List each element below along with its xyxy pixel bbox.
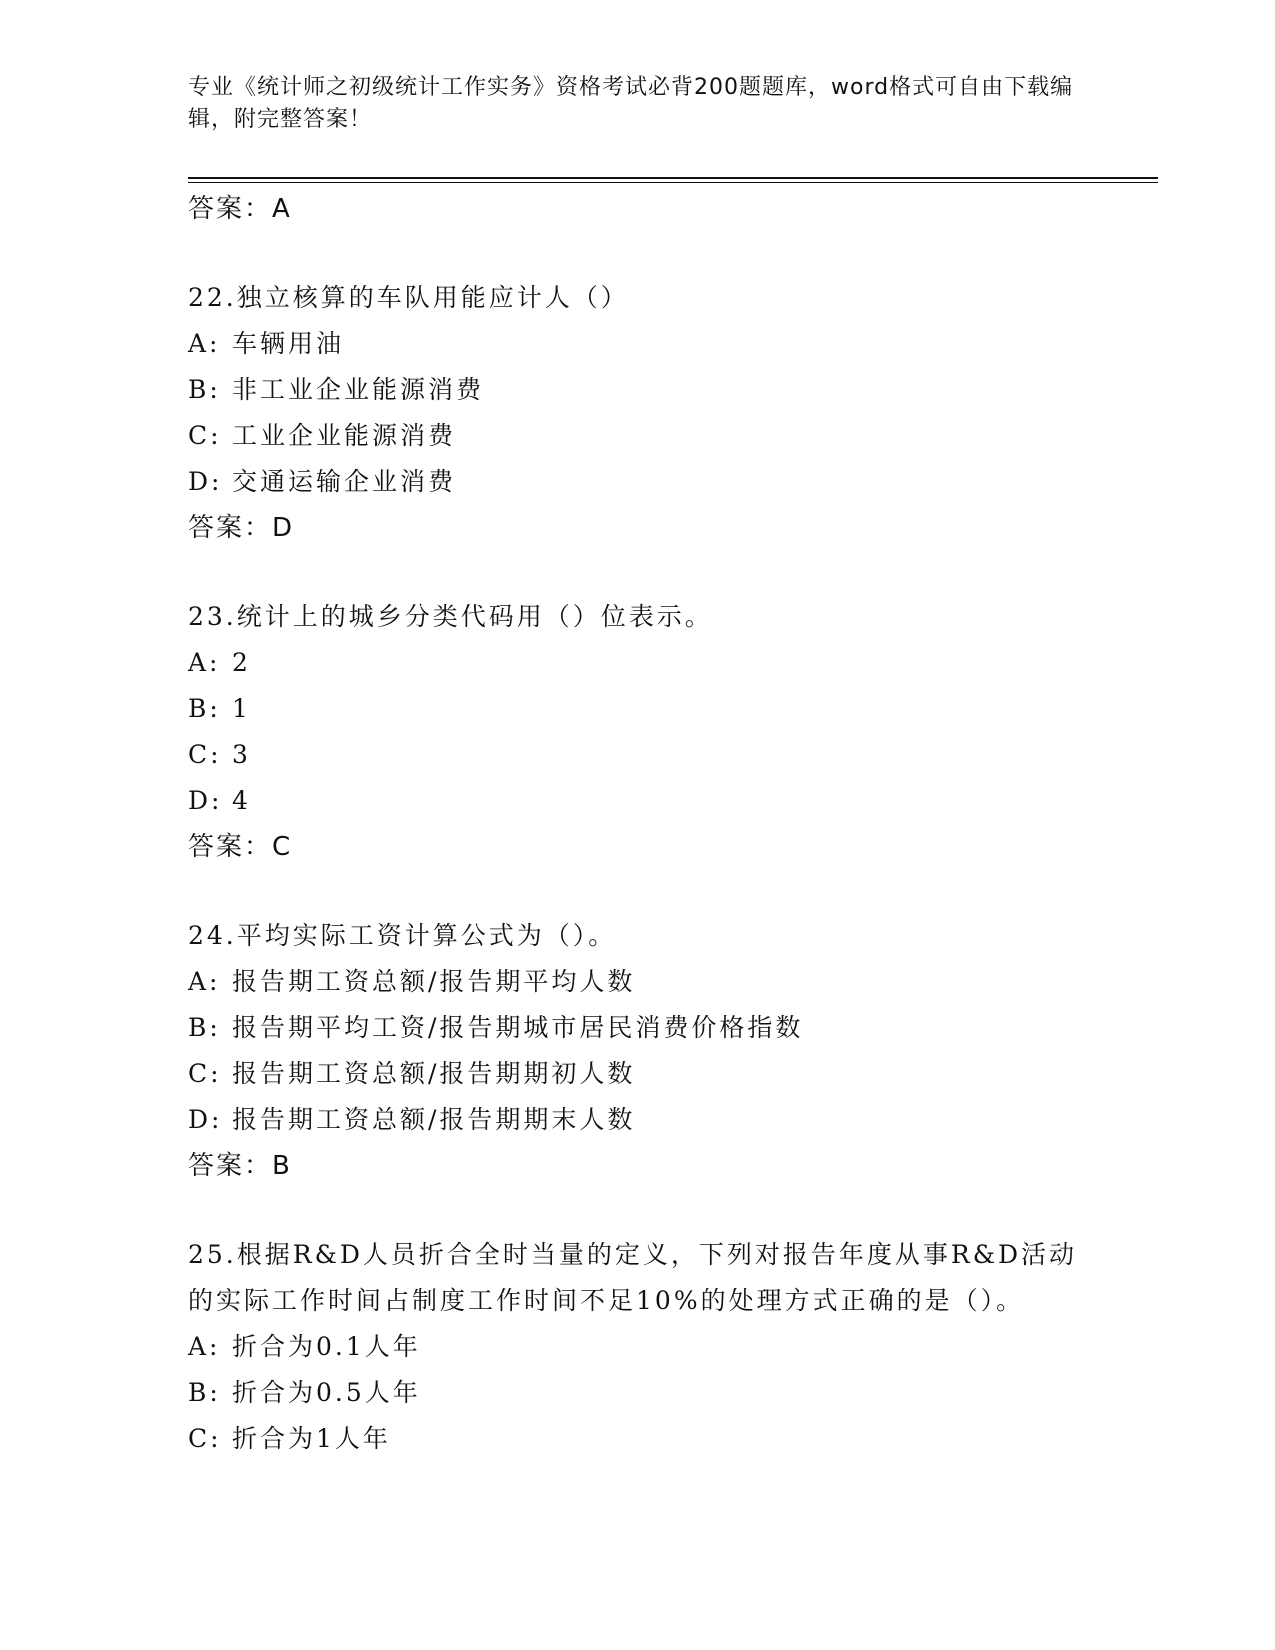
option-key: B: (188, 1378, 221, 1407)
option-key: D: (188, 786, 223, 815)
spacer (188, 870, 1158, 913)
option-key: A: (188, 967, 221, 996)
option-key: A: (188, 648, 221, 677)
header-text: 专业《统计师之初级统计工作实务》资格考试必背200题题库，word格式可自由下载编辑，附完整答案！ (188, 75, 1074, 132)
option-d (188, 1097, 1158, 1143)
option-c (188, 413, 1158, 459)
question-stem: 24.平均实际工资计算公式为（）。 (188, 921, 617, 950)
spacer (188, 551, 1158, 594)
option-key: A: (188, 1332, 221, 1361)
answer-line: 答案：B (188, 1151, 292, 1181)
option-key: C: (188, 1059, 222, 1088)
option-b (188, 686, 1158, 732)
option-b (188, 367, 1158, 413)
option-text: 报告期工资总额/报告期期末人数 (232, 1105, 636, 1134)
spacer (188, 1189, 1158, 1232)
option-text: 交通运输企业消费 (232, 467, 457, 496)
option-key: D: (188, 467, 223, 496)
option-text: 折合为0.5人年 (232, 1378, 421, 1407)
option-b (188, 1005, 1158, 1051)
question-stem: 22.独立核算的车队用能应计人（） (188, 283, 629, 312)
option-text: 工业企业能源消费 (232, 421, 457, 450)
option-key: B: (188, 694, 221, 723)
option-c (188, 732, 1158, 778)
question-item (188, 1232, 1158, 1462)
header-divider-thin (188, 182, 1158, 183)
option-key: B: (188, 1013, 221, 1042)
option-text: 非工业企业能源消费 (232, 375, 485, 404)
question-item (188, 913, 1158, 1189)
answer-line: 答案：D (188, 513, 295, 543)
option-text: 报告期平均工资/报告期城市居民消费价格指数 (232, 1013, 804, 1042)
answer-line: 答案：A (188, 194, 292, 224)
question-item (188, 275, 1158, 551)
option-d (188, 778, 1158, 824)
option-d (188, 459, 1158, 505)
option-key: B: (188, 375, 221, 404)
option-c (188, 1051, 1158, 1097)
option-key: C: (188, 1424, 222, 1453)
option-text: 4 (232, 786, 251, 815)
option-key: C: (188, 421, 222, 450)
option-text: 1 (232, 694, 251, 723)
option-text: 折合为1人年 (232, 1424, 391, 1453)
spacer (188, 232, 1158, 275)
option-a (188, 1324, 1158, 1370)
option-text: 报告期工资总额/报告期平均人数 (232, 967, 636, 996)
document-header (188, 72, 1088, 136)
header-divider-thick (188, 177, 1158, 179)
option-key: D: (188, 1105, 223, 1134)
question-list (188, 186, 1158, 1462)
option-c (188, 1416, 1158, 1462)
option-a (188, 640, 1158, 686)
answer-line: 答案：C (188, 832, 293, 862)
option-key: C: (188, 740, 222, 769)
question-stem: 23.统计上的城乡分类代码用（）位表示。 (188, 602, 713, 631)
question-stem: 25.根据R&D人员折合全时当量的定义，下列对报告年度从事R&D活动的实际工作时间占制度工作时间不足10%的处理方式正确的是（）。 (188, 1240, 1078, 1315)
question-item (188, 594, 1158, 870)
option-text: 3 (232, 740, 251, 769)
option-text: 折合为0.1人年 (232, 1332, 421, 1361)
option-a (188, 321, 1158, 367)
option-text: 2 (232, 648, 251, 677)
option-text: 报告期工资总额/报告期期初人数 (232, 1059, 636, 1088)
option-key: A: (188, 329, 221, 358)
option-b (188, 1370, 1158, 1416)
option-text: 车辆用油 (232, 329, 345, 358)
option-a (188, 959, 1158, 1005)
